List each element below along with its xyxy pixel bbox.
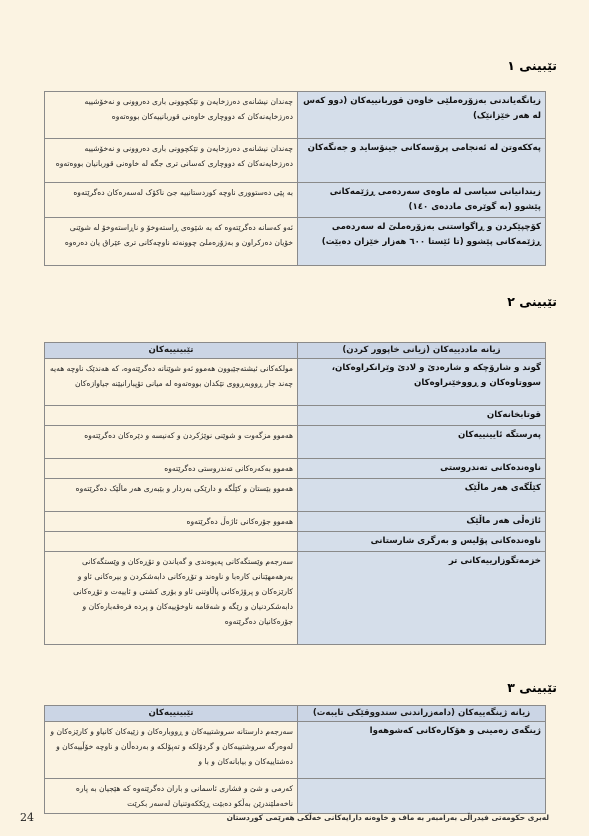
- table-row: [45, 183, 546, 218]
- table-row: [45, 406, 546, 426]
- row-note: ئەو کەسانە دەگرێتەوە کە بە شێوەی ڕاستەوخۆ و ناڕاستەوخۆ لە شوێنی خۆیان دەرکراون و بەزۆرەملێ چوونەتە ناوچەکانی تری عێراق یان دەرەوە: [45, 218, 298, 266]
- row-category: گوند و شارۆچکە و شارەدێ و لادێ وێرانکراوەکان، سووتاوەکان و ڕووخێنراوەکان: [298, 359, 546, 406]
- note2-header-notes: تێبینییەکان: [45, 343, 298, 359]
- row-note: چەندان نیشانەی دەرزخایەن و تێکچوونی باری دەروونی و نەخۆشییە دەرزخایەنەکان کە دووچاری خاوەنی قوربانییەکان بووەتەوە: [45, 92, 298, 139]
- note2-table: [44, 342, 546, 645]
- row-note: کەرمی و شێ و فشاری ئاسمانی و باران دەگرێتەوە کە هێجیان بە پارە ناخەملێندرێن بەڵکو دەبێت ڕێککەوتنیان لەسەر بکرێت: [45, 779, 298, 814]
- row-category: زیانگەیاندنی بەزۆرەملێی خاوەن قوربانییەکان (دوو کەس لە هەر خێزانێک): [298, 92, 546, 139]
- row-note: مولکەکانی ئیشتەجێبوون هەموو ئەو شوێنانە دەگرێتەوە، کە هەندێک ناوچە هەیە چەند جار ڕووبەڕووی تێکدان بووەتەوە لە میانی تۆپبارانیێنە جیاوازەکان: [45, 359, 298, 406]
- note1-table: [44, 91, 546, 266]
- row-note: سەرجەم وێستگەکانی پەیوەندی و گەیاندن و تۆڕەکان و وێستگەکانی بەرهەمهێنانی کارەبا و ناوەند و تۆڕەکانی دابەشکردن و بیرەکانی ئاو و کارێزەکان و پرۆژەکانی پاڵاوتنی ئاو و بۆری کشتی و ئاییەت و تۆڕەکانی دابەشکردنیان و رێگە و شەقامە ناوخۆییەکان و پردە فرەقەبارەکان و جۆرەکانیان دەگرێتەوە: [45, 552, 298, 645]
- note2-heading: تێبینی ٢: [507, 294, 557, 309]
- row-note: [45, 406, 298, 426]
- row-category: پەککەوتن لە ئەنجامی پرۆسەکانی جینۆساید و جەنگەکان: [298, 139, 546, 183]
- row-note: بە پێی دەستووری ناوچە کوردستانییە جێ ناکۆک لەسەرەکان دەگرێتەوە: [45, 183, 298, 218]
- table-row: [45, 426, 546, 459]
- row-note: هەموو بەکەرەکانی تەندروستی دەگرێتەوە: [45, 459, 298, 479]
- table-row: [45, 532, 546, 552]
- row-note: هەموو مزگەوت و شوێنی نوێژکردن و کەنیسە و دێرەکان دەگرێتەوە: [45, 426, 298, 459]
- row-category: کۆچپێکردن و ڕاگواستنی بەزۆرەملێ لە سەردەمی ڕژێمەکانی پێشوو (تا ئێستا ٦٠٠ هەزار خێزان دەبێت): [298, 218, 546, 266]
- row-category: زیندانیانی سیاسی لە ماوەی سەردەمی ڕژێمەکانی پێشوو (بە گوێرەی ماددەی ١٤٠): [298, 183, 546, 218]
- row-category: پەرستگە ئایینییەکان: [298, 426, 546, 459]
- note3-header-notes: تێبینییەکان: [45, 706, 298, 722]
- row-category: خزمەتگوزارییەکانی تر: [298, 552, 546, 645]
- table-row: [45, 479, 546, 512]
- row-note: هەموو بێستان و کێڵگە و دارێکی بەردار و بێبەری هەر ماڵێک دەگرێتەوە: [45, 479, 298, 512]
- table-row: [45, 722, 546, 779]
- note3-header-environment: زیانە ژینگەییەکان (دامەزراندنی سندووقێکی تایبەت): [298, 706, 546, 722]
- row-category: ناوەندەکانی پۆلیس و بەرگری شارستانی: [298, 532, 546, 552]
- row-note: [45, 532, 298, 552]
- table-row: [45, 512, 546, 532]
- row-category: ناوەندەکانی تەندروستی: [298, 459, 546, 479]
- page-number: 24: [20, 810, 34, 824]
- row-note: سەرجەم دارستانە سروشتییەکان و ڕووبارەکان و زێیەکان کانیاو و کارێزەکان و لەوەرگە سروشتییەکان و گردۆلکە و تەپۆلکە و بەردەڵان و ناوچە خۆڵییەکان و دەشتاییەکان و بیابانەکان و با و: [45, 722, 298, 779]
- footer-text: لەبری حکومەتی فیدراڵی بەرامبەر بە ماف و خاوەنە دارایەکانی خەڵکی هەرێمی کوردستان: [226, 812, 549, 822]
- row-category: ژینگەی زەمینی و هۆکارەکانی کەشوهەوا: [298, 722, 546, 779]
- note1-heading: تێبینی ١: [507, 58, 557, 73]
- note3-heading: تێبینی ٣: [507, 680, 557, 695]
- row-note: چەندان نیشانەی دەرزخایەن و تێکچوونی باری دەروونی و نەخۆشییە دەرزخایەنەکان کە دووچاری کەسانی تری جگە لە خاوەنی قوربانیان بووەتەوە: [45, 139, 298, 183]
- table-row: [45, 359, 546, 406]
- row-note: هەموو جۆرەکانی ئاژەڵ دەگرێتەوە: [45, 512, 298, 532]
- note3-table: [44, 705, 546, 814]
- table-row: [45, 552, 546, 645]
- table-row: [45, 218, 546, 266]
- note2-header-damages: زیانە ماددییەکان (زیانی خاپوور کردن): [298, 343, 546, 359]
- table-row: [45, 139, 546, 183]
- row-category: ئاژەڵی هەر ماڵێک: [298, 512, 546, 532]
- row-category: قوتابخانەکان: [298, 406, 546, 426]
- table-row: [45, 92, 546, 139]
- row-category: کێڵگەی هەر ماڵێک: [298, 479, 546, 512]
- page-footer: [20, 809, 549, 825]
- table-row: [45, 459, 546, 479]
